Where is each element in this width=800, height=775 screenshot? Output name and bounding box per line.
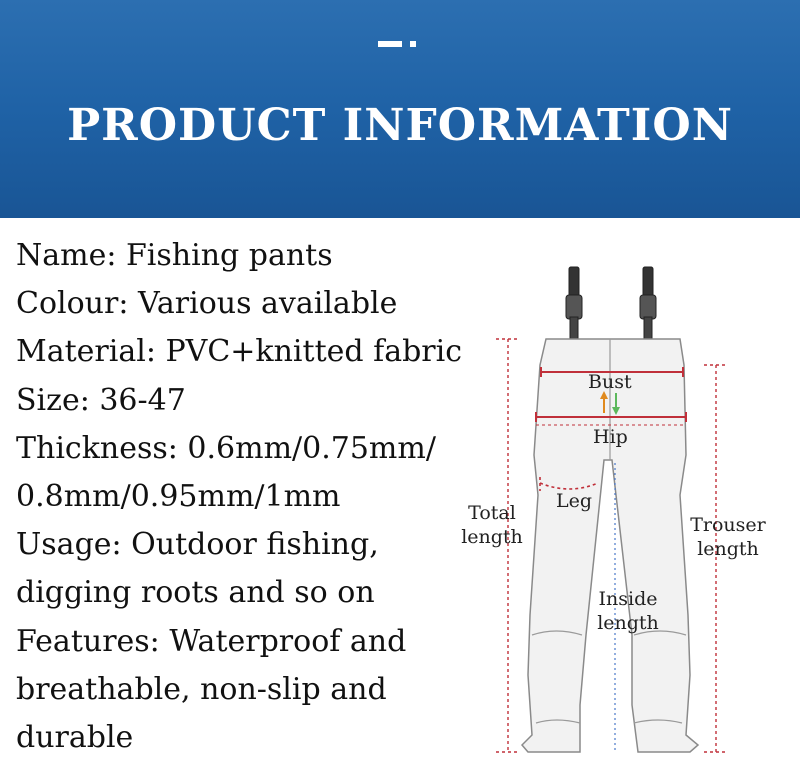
suspender-straps [566,267,656,339]
spec-list [16,232,486,762]
spec-features: Features: Waterproof and [16,623,407,659]
spec-thickness-cont: 0.8mm/0.95mm/1mm [16,479,341,515]
spec-features-cont: breathable, non-slip and [16,671,387,707]
trouser-length-word2: length [697,538,759,560]
leg-label: Leg [556,490,593,512]
spec-usage: Usage: Outdoor fishing, [16,527,379,563]
decorative-bar [378,41,402,47]
spec-colour: Colour: Various available [16,286,398,322]
spec-material: Material: PVC+knitted fabric [16,334,463,370]
decorative-dot [410,41,416,47]
trouser-length-label [680,513,776,561]
spec-size: Size: 36-47 [16,382,186,418]
spec-features-end: durable [16,720,134,756]
spec-thickness: Thickness: 0.6mm/0.75mm/ [16,430,436,466]
inside-length-word2: length [597,612,659,634]
size-diagram [440,255,800,770]
total-length-label [450,501,534,549]
inside-length-word1: Inside [598,588,658,610]
header-banner [0,0,800,218]
spec-usage-cont: digging roots and so on [16,575,375,611]
hip-label: Hip [593,426,628,448]
page-title: PRODUCT INFORMATION [67,100,733,151]
bust-label: Bust [588,371,632,393]
inside-length-label [586,587,670,635]
spec-name: Name: Fishing pants [16,238,333,273]
total-length-word1: Total [468,502,516,524]
trouser-length-word1: Trouser [690,514,766,536]
total-length-word2: length [461,526,523,548]
